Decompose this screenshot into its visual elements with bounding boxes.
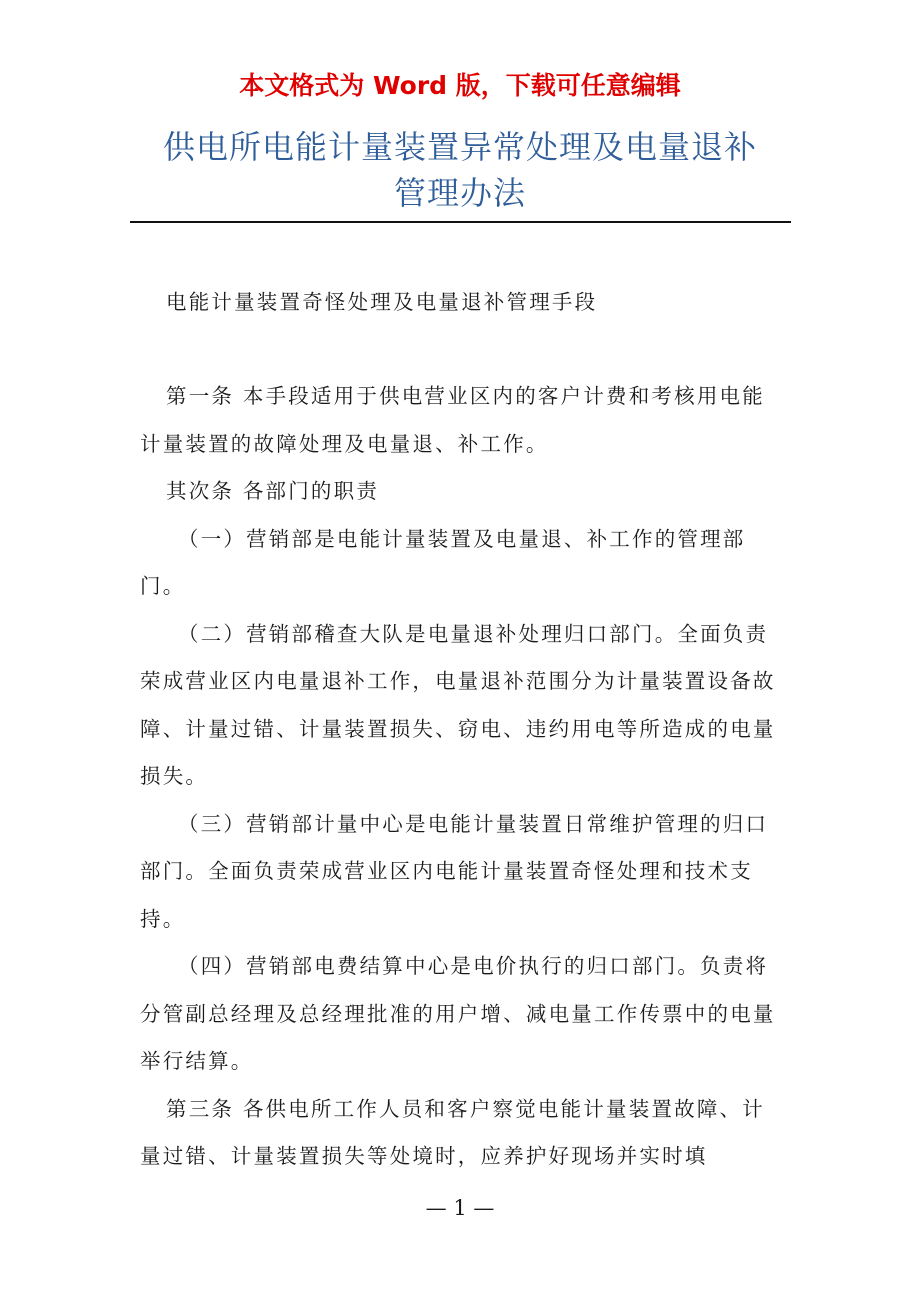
duty-item-2: （二）营销部稽查大队是电量退补处理归口部门。全面负责荣成营业区内电量退补工作，电量退补范围分为计量装置设备故障、计量过错、计量装置损失、窃电、违约用电等所造成的电量损失。 xyxy=(140,621,776,788)
document-subtitle: 电能计量装置奇怪处理及电量退补管理手段 xyxy=(166,290,598,314)
article-2-heading: 其次条 各部门的职责 xyxy=(166,479,380,503)
duty-item-4: （四）营销部电费结算中心是电价执行的归口部门。负责将分管副总经理及总经理批准的用户增、减电量工作传票中的电量举行结算。 xyxy=(140,954,776,1073)
article-1: 第一条 本手段适用于供电营业区内的客户计费和考核用电能计量装置的故障处理及电量退、补工作。 xyxy=(140,384,765,456)
duty-item-3: （三）营销部计量中心是电能计量装置日常维护管理的归口部门。全面负责荣成营业区内电能计量装置奇怪处理和技术支持。 xyxy=(140,811,769,931)
duty-item-1: （一）营销部是电能计量装置及电量退、补工作的管理部门。 xyxy=(140,526,746,598)
document-body xyxy=(140,373,785,1181)
page-number: — 1 — xyxy=(425,1196,495,1220)
article-3: 第三条 各供电所工作人员和客户察觉电能计量装置故障、计量过错、计量装置损失等处境时，应养护好现场并实时填 xyxy=(140,1096,765,1168)
title-divider xyxy=(130,221,791,223)
format-banner: 本文格式为 Word 版，下载可任意编辑 xyxy=(239,71,681,100)
title-line-1: 供电所电能计量装置异常处理及电量退补 xyxy=(162,128,757,166)
title-line-2: 管理办法 xyxy=(393,174,526,212)
document-title xyxy=(80,124,840,216)
